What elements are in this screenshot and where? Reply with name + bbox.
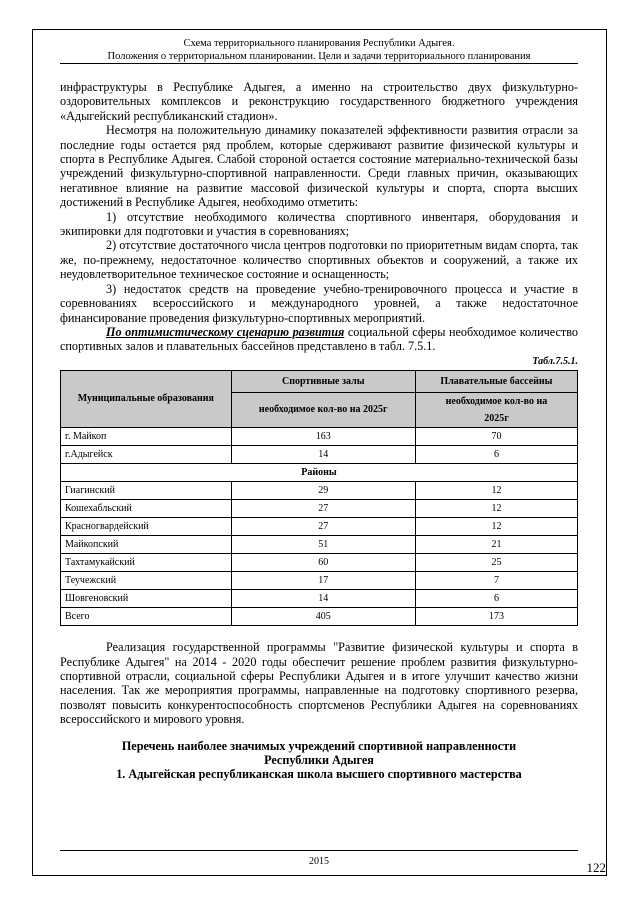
paragraph-3: 1) отсутствие необходимого количества спортивного инвентаря, оборудования и экипировки для подготовки и участия в соревнованиях; — [60, 209, 578, 239]
page-number: 122 — [586, 860, 606, 875]
table-row — [61, 536, 578, 554]
row-name: Шовгеновский — [61, 590, 232, 608]
table-row — [61, 428, 578, 446]
col-pools-header: Плавательные бассейны — [415, 371, 577, 393]
group-label-districts: Районы — [61, 464, 578, 482]
col-halls-subheader: необходимое кол-во на 2025г — [231, 393, 415, 428]
sports-facilities-table — [60, 370, 578, 626]
row-pools: 7 — [415, 572, 577, 590]
table-row — [61, 572, 578, 590]
col-pools-subheader-line2: 2025г — [484, 412, 509, 424]
row-halls: 29 — [231, 482, 415, 500]
table-total-row — [61, 608, 578, 626]
col-pools-subheader — [415, 393, 577, 428]
row-pools: 12 — [415, 482, 577, 500]
row-name: г.Адыгейск — [61, 446, 232, 464]
header-line-1: Схема территориального планирования Республики Адыгея. — [183, 38, 455, 49]
table-row — [61, 518, 578, 536]
row-halls: 60 — [231, 554, 415, 572]
list-heading-line1: Перечень наиболее значимых учреждений спортивной направленности — [121, 738, 517, 753]
row-halls: 27 — [231, 518, 415, 536]
scenario-emphasis: По оптимистическому сценарию развития — [106, 324, 345, 339]
paragraph-5: 3) недостаток средств на проведение учебно-тренировочного процесса и участие в соревнованиях всероссийского и международного уровней, а также недостаточное финансирование проведения физкультурно-спортивных мероприятий. — [60, 281, 578, 325]
list-heading-line2: Республики Адыгея — [264, 752, 374, 767]
paragraph-6 — [60, 325, 578, 354]
row-pools: 173 — [415, 608, 577, 626]
row-halls: 14 — [231, 590, 415, 608]
row-halls: 14 — [231, 446, 415, 464]
table-row — [61, 590, 578, 608]
row-name: Гиагинский — [61, 482, 232, 500]
list-heading — [60, 739, 578, 782]
row-pools: 25 — [415, 554, 577, 572]
row-halls: 17 — [231, 572, 415, 590]
table-row — [61, 446, 578, 464]
row-halls: 405 — [231, 608, 415, 626]
row-name: Красногвардейский — [61, 518, 232, 536]
table-caption: Табл.7.5.1. — [532, 355, 578, 367]
header-line-2: Положения о территориальном планировании. Цели и задачи территориального планирования — [60, 51, 578, 64]
row-pools: 70 — [415, 428, 577, 446]
row-name: Майкопский — [61, 536, 232, 554]
table-row — [61, 554, 578, 572]
paragraph-2: Несмотря на положительную динамику показателей эффективности развития отрасли за последние годы остается ряд проблем, которые сдерживают развитие физической культуры и спорта в Республике Адыгея. Слабой стороной остается состояние материально-технической базы учреждений физкультурно-спортивной направленности. Среди главных причин, оказывающих негативное влияние на развитие массовой физической культуры и спорта, спорта высших достижений в Республике Адыгея, необходимо отметить: — [60, 123, 578, 210]
row-name: Всего — [61, 608, 232, 626]
row-halls: 51 — [231, 536, 415, 554]
row-pools: 6 — [415, 590, 577, 608]
list-item-1: 1. Адыгейская республиканская школа высшего спортивного мастерства — [116, 767, 522, 782]
footer-year: 2015 — [60, 850, 578, 867]
row-pools: 12 — [415, 500, 577, 518]
paragraph-1: инфраструктуры в Республике Адыгея, а именно на строительство двух физкультурно-оздоровительных комплексов и реконструкцию государственного бюджетного учреждения «Адыгейский республиканский стадион». — [60, 80, 578, 123]
row-pools: 6 — [415, 446, 577, 464]
row-pools: 12 — [415, 518, 577, 536]
table-row — [61, 500, 578, 518]
row-pools: 21 — [415, 536, 577, 554]
paragraph-7: Реализация государственной программы "Развитие физической культуры и спорта в Республике Адыгея" на 2014 - 2020 годы обеспечит решение проблем развития физкультурно-спортивной отрасли, социальной сферы Республики Адыгея и в итоге улучшит качество жизни населения. Так же мероприятия программы, направленные на подготовку спортивного резерва, позволят повысить конкурентоспособность спортсменов Республики Адыгея на соревнованиях всероссийского и мирового уровня. — [60, 640, 578, 727]
row-halls: 27 — [231, 500, 415, 518]
table-group-row — [61, 464, 578, 482]
table-row — [61, 482, 578, 500]
row-name: Кошехабльский — [61, 500, 232, 518]
paragraph-4: 2) отсутствие достаточного числа центров подготовки по приоритетным видам спорта, так же, по-прежнему, недостаточное количество спортивных объектов и сооружений, а также их неудовлетворительное техническое состояние и оснащенность; — [60, 238, 578, 282]
row-name: Теучежский — [61, 572, 232, 590]
col-municipality-header: Муниципальные образования — [61, 371, 232, 428]
col-pools-subheader-line1: необходимое кол-во на — [445, 395, 548, 407]
paragraph-6-text: социальной сферы необходимое количество спортивных залов и плавательных бассейнов представлено в табл. 7.5.1. — [60, 324, 578, 354]
col-halls-header: Спортивные залы — [231, 371, 415, 393]
running-header — [60, 38, 578, 64]
row-halls: 163 — [231, 428, 415, 446]
row-name: г. Майкоп — [61, 428, 232, 446]
row-name: Тахтамукайский — [61, 554, 232, 572]
document-body — [60, 80, 578, 782]
